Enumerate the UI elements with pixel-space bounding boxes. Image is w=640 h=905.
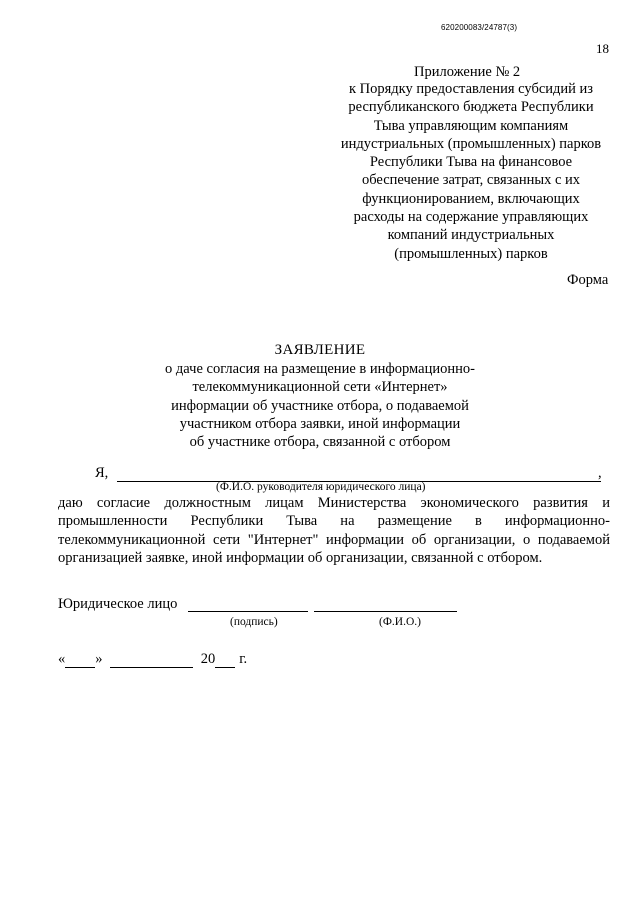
applicant-suffix: ,	[598, 465, 602, 481]
statement-subtitle	[0, 360, 640, 451]
date-year-suffix: г.	[239, 651, 248, 667]
subtitle-line: участником отбора заявки, иной информации	[179, 415, 461, 432]
applicant-prefix: Я,	[95, 465, 109, 481]
signer-name-blank[interactable]	[314, 611, 457, 612]
signature-blank[interactable]	[188, 611, 308, 612]
consent-paragraph: даю согласие должностным лицам Министерства экономического развития и промышленности Республики Тыва на размещение в информационно-телекоммуникационной сети "Интернет" информации об организации, о подаваемой организацией заявке, иной информации об организации, связанной с отбором.	[58, 495, 610, 567]
appendix-line: индустриальных (промышленных) парков	[340, 135, 602, 152]
appendix-line: компаний индустриальных	[387, 227, 555, 244]
subtitle-line: информации об участнике отбора, о подаваемой	[171, 397, 469, 414]
date-open-quote: «	[58, 651, 66, 667]
appendix-description	[326, 80, 616, 263]
appendix-line: (промышленных) парков	[394, 245, 548, 262]
signature-caption: (подпись)	[230, 616, 278, 628]
appendix-line: республиканского бюджета Республики	[348, 99, 594, 116]
appendix-line: функционированием, включающих	[362, 190, 580, 207]
document-code: 620200083/24787(3)	[441, 23, 518, 32]
subtitle-line: об участнике отбора, связанной с отбором	[189, 434, 451, 451]
appendix-line: к Порядку предоставления субсидий из	[348, 81, 594, 97]
date-month-blank[interactable]	[110, 654, 193, 668]
date-close-quote: »	[95, 651, 103, 667]
subtitle-line: телекоммуникационной сети «Интернет»	[192, 379, 448, 396]
date-row	[58, 651, 247, 668]
appendix-line: Тыва управляющим компаниям	[373, 117, 569, 134]
appendix-title: Приложение № 2	[414, 64, 521, 80]
applicant-name-caption: (Ф.И.О. руководителя юридического лица)	[216, 481, 426, 493]
statement-title: ЗАЯВЛЕНИЕ	[274, 342, 366, 358]
page-number: 18	[596, 41, 609, 56]
subtitle-line: о даче согласия на размещение в информационно-	[165, 361, 475, 377]
appendix-line: Республики Тыва на финансовое	[369, 154, 573, 171]
signer-name-caption: (Ф.И.О.)	[379, 616, 421, 628]
appendix-line: обеспечение затрат, связанных с их	[361, 172, 581, 189]
date-year-blank[interactable]	[215, 654, 235, 668]
form-label: Форма	[567, 272, 609, 288]
date-day-blank[interactable]	[65, 654, 95, 668]
appendix-line: расходы на содержание управляющих	[353, 209, 589, 226]
legal-entity-label: Юридическое лицо	[58, 596, 178, 612]
date-year-prefix: 20	[200, 651, 216, 667]
